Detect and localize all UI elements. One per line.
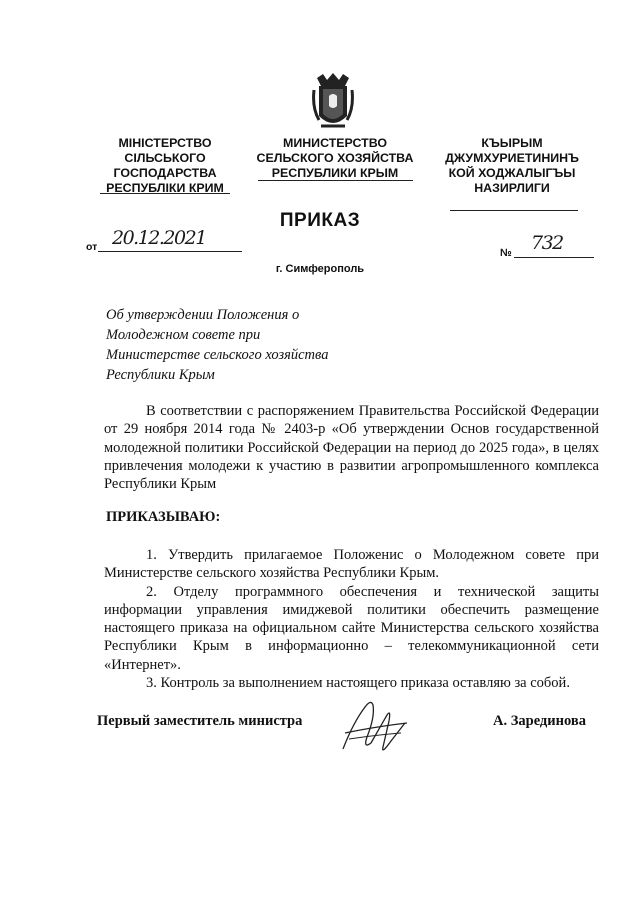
header-ministry-crimean-tatar: [424, 136, 600, 196]
date-line: [98, 251, 242, 252]
subject-line: Министерстве сельского хозяйства: [106, 347, 329, 363]
header-ru-line: РЕСПУБЛИКИ КРЫМ: [271, 166, 399, 180]
header-ru-line: СЕЛЬСКОГО ХОЗЯЙСТВА: [256, 151, 414, 165]
header-ru-line: МИНИСТЕРСТВО: [283, 136, 387, 150]
header-ua-underline: [100, 193, 230, 194]
header-ua-line: СІЛЬСЬКОГО: [124, 151, 206, 165]
date-label: от: [86, 241, 98, 253]
header-crh-line: КОЙ ХОДЖАЛЫГЪЫ: [448, 166, 576, 180]
signer-name: А. Зарединова: [493, 713, 586, 729]
city: г. Симферополь: [275, 263, 365, 275]
number-line: [514, 257, 594, 258]
header-crh-line: КЪЫРЫМ: [481, 136, 543, 150]
header-ministry-russian: [252, 136, 418, 181]
header-ministry-ukrainian: [100, 136, 230, 196]
order-item: 1. Утвердить прилагаемое Положенис о Молодежном совете при Министерстве сельского хозяйства Республики Крым.: [104, 547, 599, 582]
subject-line: Республики Крым: [106, 367, 215, 383]
date-handwritten: 20.12.2021: [112, 227, 206, 249]
document-subject: [106, 305, 328, 385]
header-crh-line: НАЗИРЛИГИ: [474, 181, 550, 195]
header-ru-underline: [258, 180, 413, 181]
handwritten-signature: [335, 693, 413, 759]
subject-line: Молодежном совете при: [106, 327, 261, 343]
preamble-paragraph: В соответствии с распоряжением Правительства Российской Федерации от 29 ноября 2014 года № 2403-р «Об утверждении Основ государственной молодежной политики Российской Федерации на период до 2025 года», в целях привлечения молодежи к участию в развитии агропромышленного комплекса Республики Крым: [104, 403, 599, 493]
order-item: 2. Отделу программного обеспечения и технической защиты информации управления имиджевой политики обеспечить размещение настоящего приказа на официальном сайте Министерства сельского хозяйства Республики Крым в информационно – телекоммуникационной сети «Интернет».: [104, 583, 599, 673]
header-ua-line: ГОСПОДАРСТВА: [113, 166, 217, 180]
order-heading: ПРИКАЗЫВАЮ:: [106, 509, 221, 525]
order-item: 3. Контроль за выполнением настоящего приказа оставляю за собой.: [146, 675, 570, 692]
header-crh-line: ДЖУМХУРИЕТИНИНЪ: [445, 151, 579, 165]
document-title: ПРИКАЗ: [279, 210, 361, 231]
signer-title: Первый заместитель министра: [97, 713, 303, 729]
coat-of-arms-emblem: [311, 72, 355, 134]
number-label: №: [500, 247, 512, 259]
header-ua-line: РЕСПУБЛІКИ КРИМ: [106, 181, 224, 195]
subject-line: Об утверждении Положения о: [106, 307, 300, 323]
number-handwritten: 732: [531, 232, 563, 254]
header-ua-line: МІНІСТЕРСТВО: [118, 136, 212, 150]
order-items: [104, 546, 599, 692]
